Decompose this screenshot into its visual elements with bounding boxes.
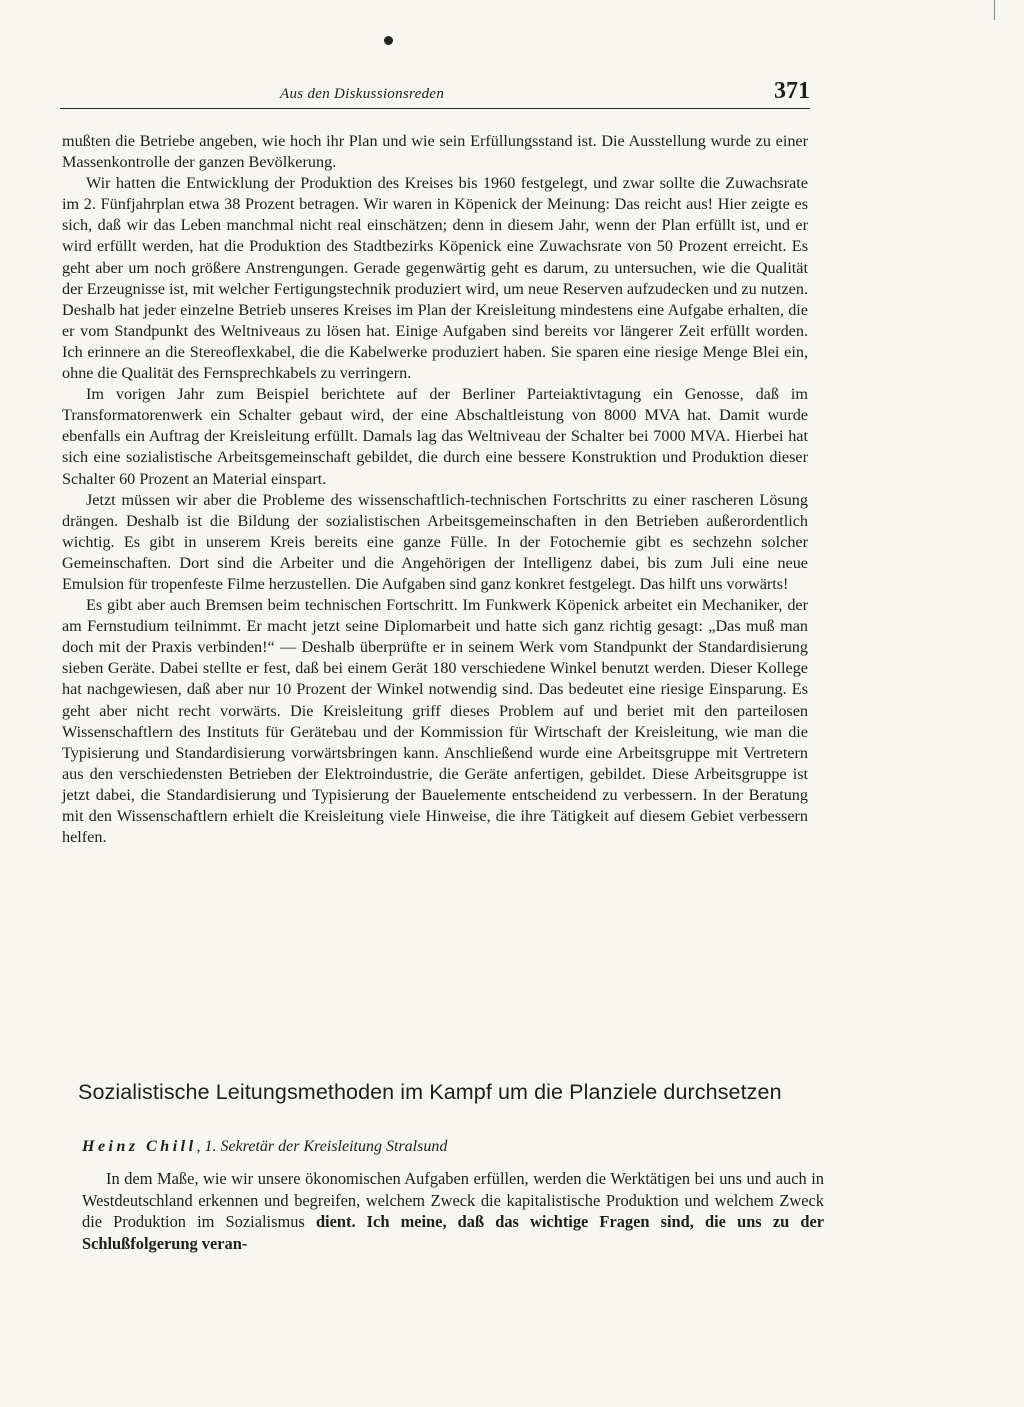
scan-edge-mark: [994, 0, 995, 20]
paragraph: mußten die Betriebe angeben, wie hoch ihr Plan und wie sein Erfüllungsstand ist. Die Ausstellung wurde zu einer Massenkontrolle der ganzen Bevölkerung.: [62, 132, 808, 172]
paragraph: Wir hatten die Entwicklung der Produktion des Kreises bis 1960 festgelegt, und zwar sollte die Zuwachsrate im 2. Fünfjahrplan etwa 38 Prozent betragen. Wir waren in Köpenick der Meinung: Das reicht aus! Hier zeigte es sich, daß wir das Leben manchmal nicht real einschätzen; denn in diesem Jahr, wenn der Plan erfüllt ist, und er wird erfüllt werden, hat die Produktion des Stadtbezirks Köpenick eine Zuwachsrate von 50 Prozent erreicht. Es geht aber um noch größere Anstrengungen. Gerade gegenwärtig geht es darum, zu untersuchen, wie die Qualität der Erzeugnisse ist, mit welcher Fertigungstechnik produziert wird, um neue Reserven aufzudecken und zu nutzen. Deshalb hat jeder einzelne Betrieb unseres Kreises im Plan der Kreisleitung mindestens eine Aufgabe erhalten, die er vom Standpunkt des Weltniveaus zu lösen hat. Einige Aufgaben sind bereits vor längerer Zeit erfüllt worden. Ich erinnere an die Stereoflexkabel, die die Kabelwerke produziert haben. Sie sparen eine riesige Menge Blei ein, ohne die Qualität des Fernsprechkabels zu verringern.: [62, 174, 808, 383]
page-number: 371: [774, 78, 810, 104]
section-text: [82, 1168, 824, 1254]
paragraph: [82, 1168, 824, 1254]
main-text: [62, 131, 808, 848]
paragraph: Jetzt müssen wir aber die Probleme des wissenschaftlich-technischen Fortschritts zu einer rascheren Lösung drängen. Deshalb ist die Bildung der sozialistischen Arbeitsgemeinschaften in den Betrieben außerordentlich wichtig. Es gibt in unserem Kreis bereits eine ganze Fülle. In der Fotochemie gibt es sechzehn solcher Gemeinschaften. Dort sind die Arbeiter und die Angehörigen der Intelligenz dabei, bis zum Juli eine neue Emulsion für tropenfeste Filme herzustellen. Die Aufgaben sind ganz konkret festgelegt. Das hilft uns vorwärts!: [62, 490, 808, 593]
paragraph-final-line: dient. Ich meine, daß das wichtige Fragen sind, die uns zu der Schlußfolgerung veran-: [82, 1212, 824, 1253]
running-head: Aus den Diskussionsreden: [280, 86, 445, 102]
paragraph: Es gibt aber auch Bremsen beim technischen Fortschritt. Im Funkwerk Köpenick arbeitet ein Mechaniker, der am Fernstudium teilnimmt. Er macht jetzt seine Diplomarbeit und hatte sich ganz richtig gesagt: „Das muß man doch mit der Praxis verbinden!“ — Deshalb überprüfte er in seinem Werk vom Standpunkt der Standardisierung sieben Geräte. Dabei stellte er fest, daß bei einem Gerät 180 verschiedene Winkel benutzt werden. Dieser Kollege hat nachgewiesen, daß aber nur 10 Prozent der Winkel notwendig sind. Das bedeutet eine riesige Einsparung. Es geht aber nicht recht vorwärts. Die Kreisleitung griff dieses Problem auf und beriet mit den parteilosen Wissenschaftlern des Instituts für Gerätebau und der Kommission für Wirtschaft der Kreisleitung, wie man die Typisierung und Standardisierung vorwärtsbringen kann. Anschließend wurde eine Arbeitsgruppe mit Vertretern aus den verschiedensten Betrieben der Elektroindustrie, die Geräte anfertigen, gebildet. Diese Arbeitsgruppe ist jetzt dabei, die Standardisierung und Typisierung der Bauelemente entscheidend zu verbessern. In der Beratung mit den Wissenschaftlern erhielt die Kreisleitung viele Hinweise, die ihre Tätigkeit auf diesem Gebiet verbessern helfen.: [62, 596, 808, 847]
speaker-name: Heinz Chill: [82, 1138, 197, 1155]
speaker-role: , 1. Sekretär der Kreisleitung Stralsund: [196, 1138, 448, 1155]
paragraph: Im vorigen Jahr zum Beispiel berichtete auf der Berliner Parteiaktivtagung ein Genosse, daß im Transformatorenwerk ein Schalter gebaut wird, der eine Abschaltleistung von 8000 MVA hat. Damit wurde ebenfalls ein Auftrag der Kreisleitung erfüllt. Damals lag das Weltniveau der Schalter bei 7000 MVA. Hierbei hat sich eine sozialistische Arbeitsgemeinschaft gebildet, die durch eine bessere Konstruktion und Produktion dieser Schalter 60 Prozent an Material einspart.: [62, 385, 808, 488]
ink-spot: [384, 36, 393, 45]
speaker-byline: [82, 1138, 447, 1156]
paragraph-lead: In dem Maße, wie wir unsere ökonomischen Aufgaben erfüllen, werden die Werktätigen bei uns und auch in Westdeutschland erkennen und begreifen, welchem Zweck die kapitalistische Produktion und welchem Zweck die Produktion im Sozialismus: [82, 1169, 824, 1231]
page-header: [60, 78, 810, 109]
section-heading: Sozialistische Leitungsmethoden im Kampf um die Planziele durchsetzen: [78, 1080, 782, 1104]
